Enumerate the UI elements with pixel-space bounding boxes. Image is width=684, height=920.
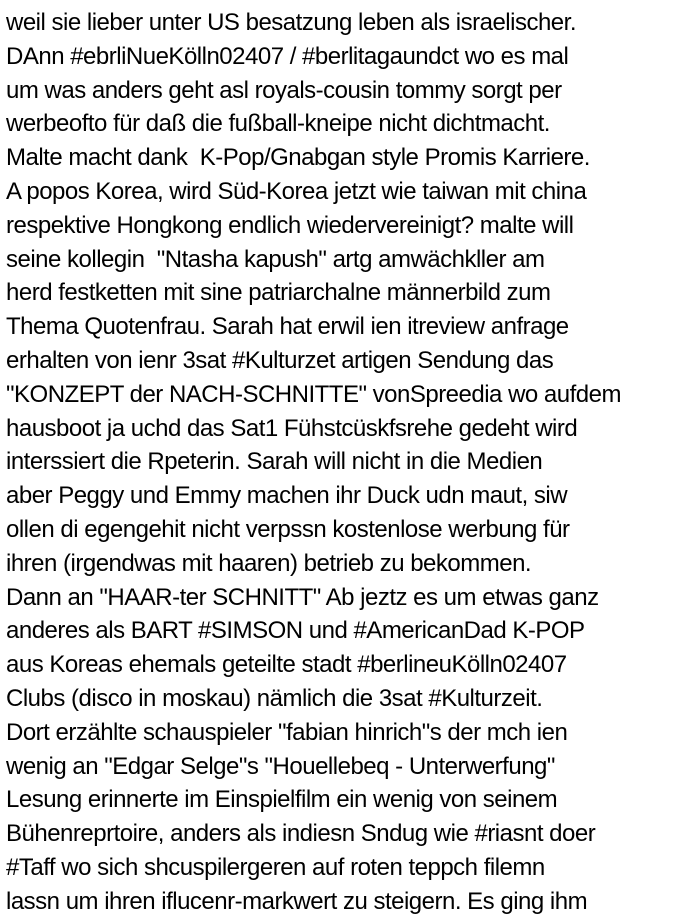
text-line: hausboot ja uchd das Sat1 Fühstcüskfsrehe gedeht wird xyxy=(6,414,578,442)
text-line: Dann an "HAAR-ter SCHNITT" Ab jeztz es um etwas ganz xyxy=(6,583,599,611)
text-line: aus Koreas ehemals geteilte stadt #berlineuKölln02407 xyxy=(6,651,567,679)
text-line: um was anders geht asl royals-cousin tommy sorgt per xyxy=(6,76,562,104)
text-line: Clubs (disco in moskau) nämlich die 3sat #Kulturzeit. xyxy=(6,684,543,712)
text-line: Dort erzählte schauspieler "fabian hinrich"s der mch ien xyxy=(6,718,568,746)
text-line: wenig an "Edgar Selge"s "Houellebeq - Unterwerfung" xyxy=(6,752,555,780)
text-line: aber Peggy und Emmy machen ihr Duck udn maut, siw xyxy=(6,482,568,510)
text-line: weil sie lieber unter US besatzung leben als israelischer. xyxy=(6,9,576,36)
text-line: erhalten von ienr 3sat #Kulturzet artigen Sendung das xyxy=(6,346,554,374)
text-line: ihren (irgendwas mit haaren) betrieb zu bekommen. xyxy=(6,549,532,577)
text-line: Bühenreprtoire, anders als indiesn Sndug wie #riasnt doer xyxy=(6,820,596,848)
text-line: herd festketten mit sine patriarchalne männerbild zum xyxy=(6,279,551,307)
text-line: interssiert die Rpeterin. Sarah will nicht in die Medien xyxy=(6,448,543,476)
text-line: #Taff wo sich shcuspilergeren auf roten teppch filemn xyxy=(6,853,545,881)
text-line: ollen di egengehit nicht verpssn kostenlose werbung für xyxy=(6,515,570,543)
text-line: werbeofto für daß die fußball-kneipe nicht dichtmacht. xyxy=(6,110,550,138)
text-line: A popos Korea, wird Süd-Korea jetzt wie taiwan mit china xyxy=(6,177,587,205)
text-line: respektive Hongkong endlich wiedervereinigt? malte will xyxy=(6,211,574,239)
text-line: Malte macht dank K-Pop/Gnabgan style Promis Karriere. xyxy=(6,144,590,172)
text-line: seine kollegin "Ntasha kapush" artg amwächkller am xyxy=(6,245,545,273)
text-line: DAnn #ebrliNueKölln02407 / #berlitagaundct wo es mal xyxy=(6,42,569,70)
text-line: Thema Quotenfrau. Sarah hat erwil ien itreview anfrage xyxy=(6,313,569,341)
text-line: anderes als BART #SIMSON und #AmericanDad K-POP xyxy=(6,617,585,645)
text-line: Lesung erinnerte im Einspielfilm ein wenig von seinem xyxy=(6,786,558,814)
text-line: lassn um ihren iflucenr-markwert zu steigern. Es ging ihm xyxy=(6,887,588,915)
text-line: "KONZEPT der NACH-SCHNITTE" vonSpreedia wo aufdem xyxy=(6,380,621,408)
